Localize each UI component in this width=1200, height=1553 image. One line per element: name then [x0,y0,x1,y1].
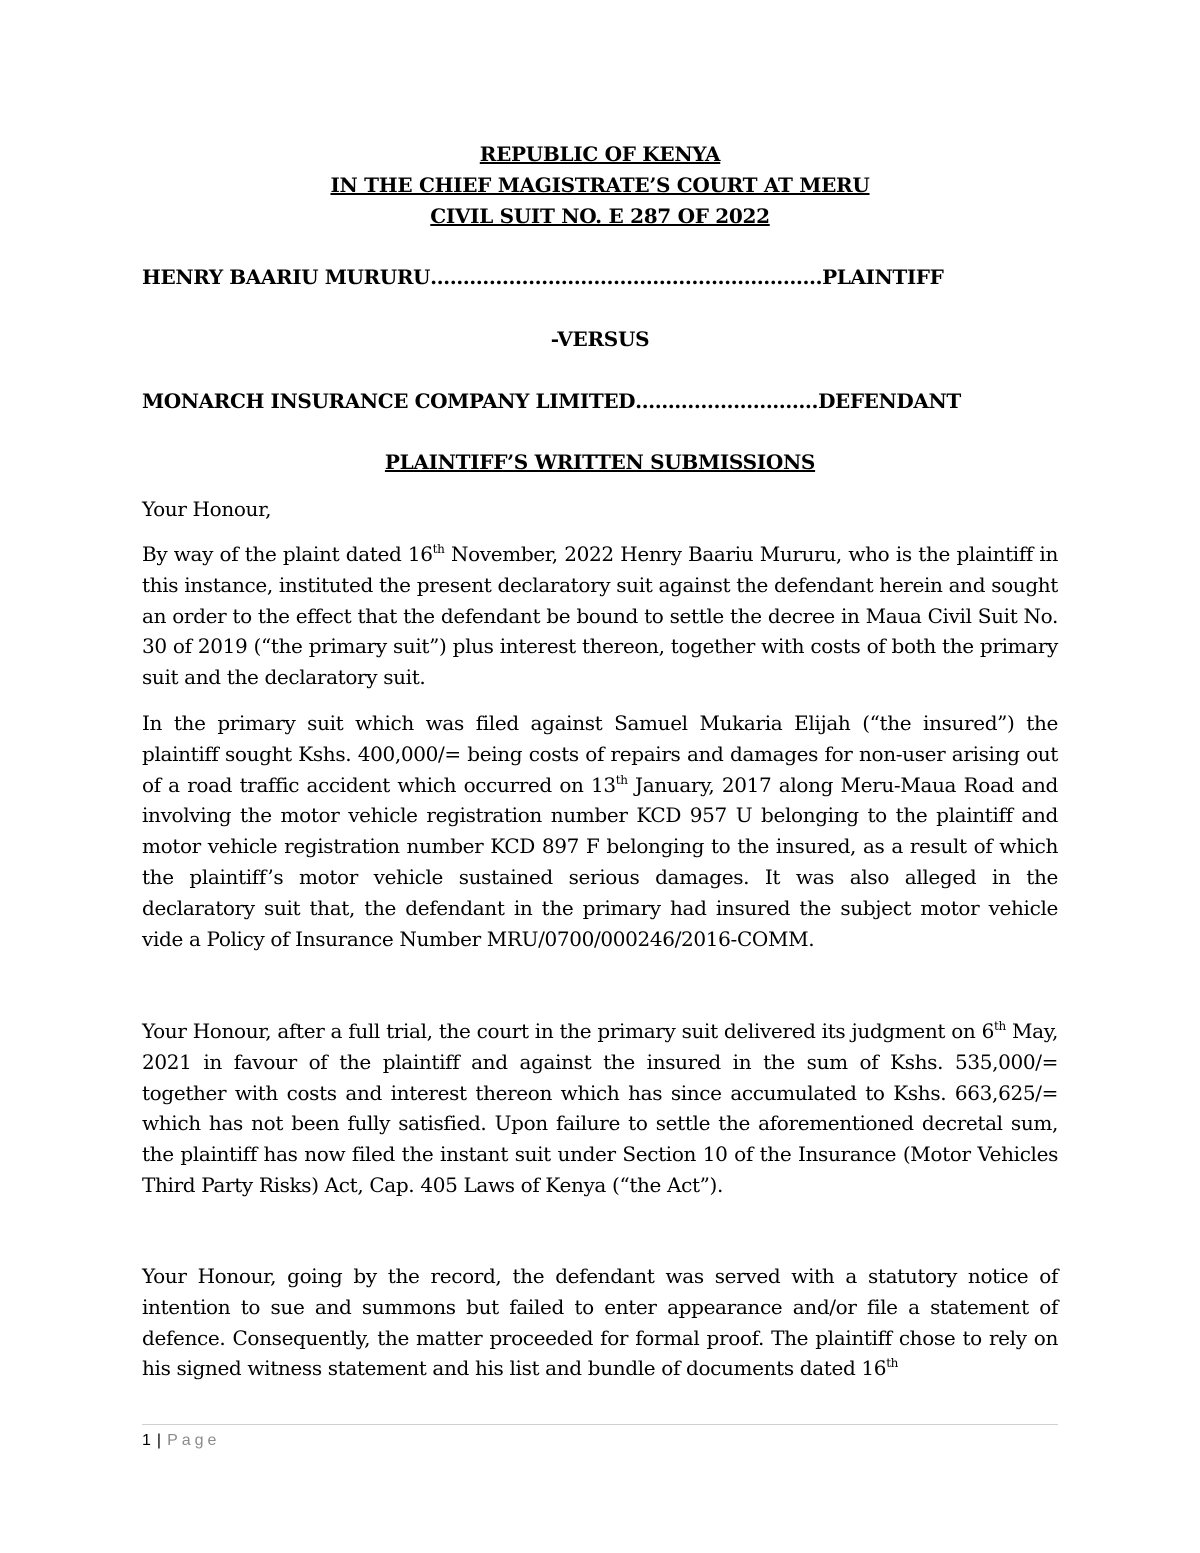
paragraph-1: By way of the plaint dated 16th November, 2022 Henry Baariu Mururu, who is the plaintiff in this instance, instituted the present declaratory suit against the defendant herein and sought an order to the effect that the defendant be bound to settle the decree in Maua Civil Suit No. 30 of 2019 (“the primary suit”) plus interest thereon, together with costs of both the primary suit and the declaratory suit. [142,542,1058,690]
paragraph-4: Your Honour, going by the record, the defendant was served with a statutory notice of intention to sue and summons but failed to enter appearance and/or file a statement of defence. Consequently, the matter proceeded for formal proof. The plaintiff chose to rely on his signed witness statement and his list and bundle of documents dated 16th [142,1264,1058,1381]
document-page [142,0,1058,1553]
page-footer [142,1432,220,1450]
versus-line: -VERSUS [550,327,650,351]
header-case-number: CIVIL SUIT NO. E 287 OF 2022 [430,204,770,228]
document-title: PLAINTIFF’S WRITTEN SUBMISSIONS [384,450,816,474]
plaintiff-line: HENRY BAARIU MURURU……………………………………………………PLAINTIFF [142,265,944,289]
salutation: Your Honour, [142,497,272,521]
footer-divider [142,1424,1058,1425]
footer-separator: | [156,1432,162,1449]
defendant-line: MONARCH INSURANCE COMPANY LIMITED……………………….DEFENDANT [142,389,961,413]
paragraph-3: Your Honour, after a full trial, the court in the primary suit delivered its judgment on 6th May, 2021 in favour of the plaintiff and against the insured in the sum of Kshs. 535,000/= together with costs and interest thereon which has since accumulated to Kshs. 663,625/= which has not been fully satisfied. Upon failure to settle the aforementioned decretal sum, the plaintiff has now filed the instant suit under Section 10 of the Insurance (Motor Vehicles Third Party Risks) Act, Cap. 405 Laws of Kenya (“the Act”). [142,1019,1058,1197]
header-court: IN THE CHIEF MAGISTRATE’S COURT AT MERU [330,173,870,197]
page-number: 1 [142,1432,151,1449]
paragraph-2: In the primary suit which was filed against Samuel Mukaria Elijah (“the insured”) the plaintiff sought Kshs. 400,000/= being costs of repairs and damages for non-user arising out of a road traffic accident which occurred on 13th January, 2017 along Meru-Maua Road and involving the motor vehicle registration number KCD 957 U belonging to the plaintiff and motor vehicle registration number KCD 897 F belonging to the insured, as a result of which the plaintiff’s motor vehicle sustained serious damages. It was also alleged in the declaratory suit that, the defendant in the primary had insured the subject motor vehicle vide a Policy of Insurance Number MRU/0700/000246/2016-COMM. [142,711,1058,951]
page-label: Page [167,1432,221,1449]
header-republic: REPUBLIC OF KENYA [479,142,721,166]
